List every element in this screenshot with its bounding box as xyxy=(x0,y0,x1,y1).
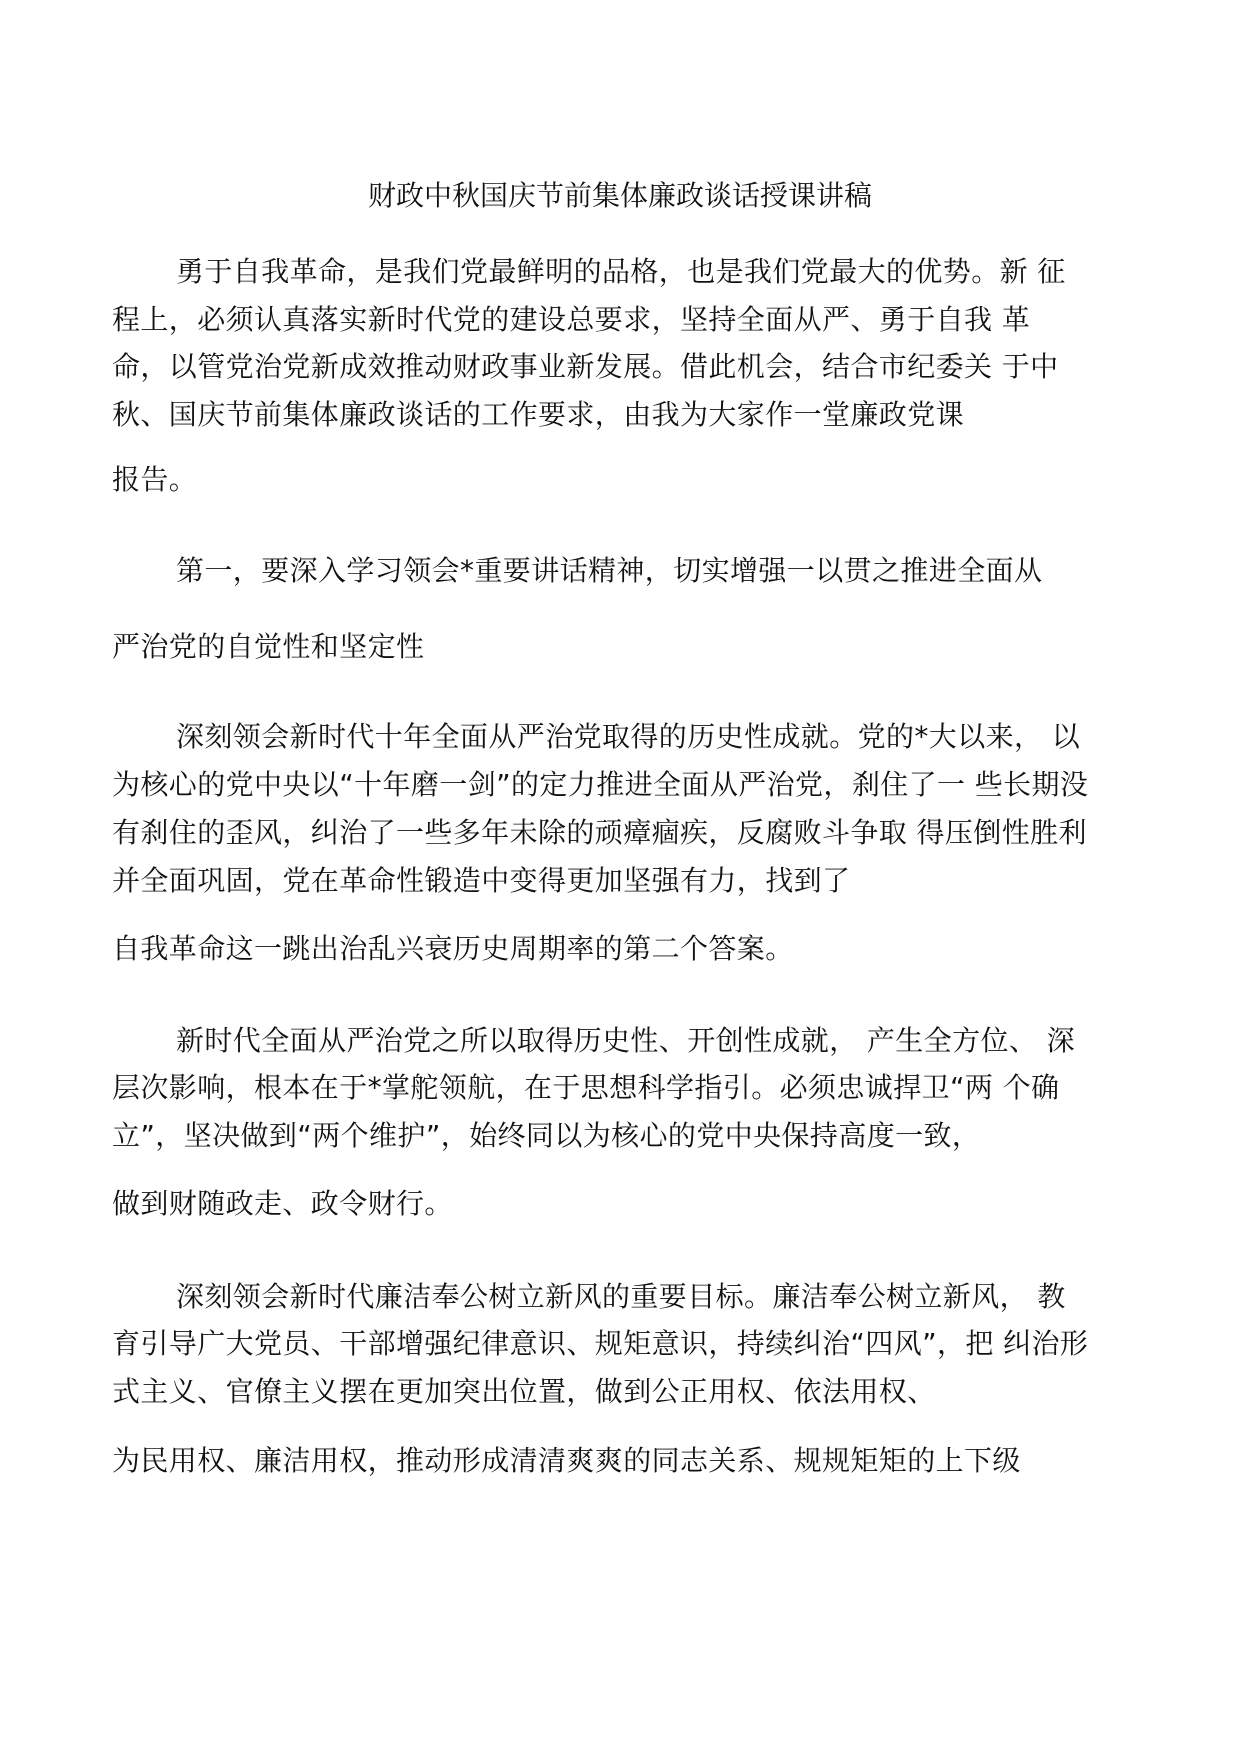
paragraph-line: 自我革命这一跳出治乱兴衰历史周期率的第二个答案。 xyxy=(112,932,794,965)
paragraph-line: 严治党的自觉性和坚定性 xyxy=(112,630,425,663)
paragraph-line: 为核心的党中央以“十年磨一剑”的定力推进全面从严治党，刹住了一 些长期没 xyxy=(112,768,1089,801)
paragraph-line: 有刹住的歪风，纠治了一些多年未除的顽瘴痼疾，反腐败斗争取 得压倒性胜利 xyxy=(112,816,1087,849)
paragraph-line: 深刻领会新时代廉洁奉公树立新风的重要目标。廉洁奉公树立新风， 教 xyxy=(176,1280,1066,1313)
paragraph-line: 报告。 xyxy=(112,463,198,496)
paragraph-line: 第一，要深入学习领会*重要讲话精神，切实增强一以贯之推进全面从 xyxy=(176,554,1043,587)
paragraph-line: 式主义、官僚主义摆在更加突出位置，做到公正用权、依法用权、 xyxy=(112,1375,936,1408)
document-title: 财政中秋国庆节前集体廉政谈话授课讲稿 xyxy=(367,179,872,212)
paragraph-line: 命，以管党治党新成效推动财政事业新发展。借此机会，结合市纪委关 于中 xyxy=(112,350,1059,383)
paragraph-line: 秋、国庆节前集体廉政谈话的工作要求，由我为大家作一堂廉政党课 xyxy=(112,398,965,431)
paragraph-line: 立”，坚决做到“两个维护”，始终同以为核心的党中央保持高度一致， xyxy=(112,1119,981,1152)
paragraph-line: 做到财随政走、政令财行。 xyxy=(112,1187,453,1220)
paragraph-line: 深刻领会新时代十年全面从严治党取得的历史性成就。党的*大以来， 以 xyxy=(176,720,1081,753)
paragraph-line: 并全面巩固，党在革命性锻造中变得更加坚强有力，找到了 xyxy=(112,864,851,897)
paragraph-line: 程上，必须认真落实新时代党的建设总要求，坚持全面从严、勇于自我 革 xyxy=(112,303,1031,336)
paragraph-line: 为民用权、廉洁用权，推动形成清清爽爽的同志关系、规规矩矩的上下级 xyxy=(112,1444,1021,1477)
paragraph-line: 新时代全面从严治党之所以取得历史性、开创性成就， 产生全方位、 深 xyxy=(176,1024,1076,1057)
paragraph-line: 育引导广大党员、干部增强纪律意识、规矩意识，持续纠治“四风”，把 纠治形 xyxy=(112,1327,1089,1360)
paragraph-line: 层次影响，根本在于*掌舵领航，在于思想科学指引。必须忠诚捍卫“两 个确 xyxy=(112,1071,1060,1104)
paragraph-line: 勇于自我革命，是我们党最鲜明的品格，也是我们党最大的优势。新 征 xyxy=(176,255,1066,288)
